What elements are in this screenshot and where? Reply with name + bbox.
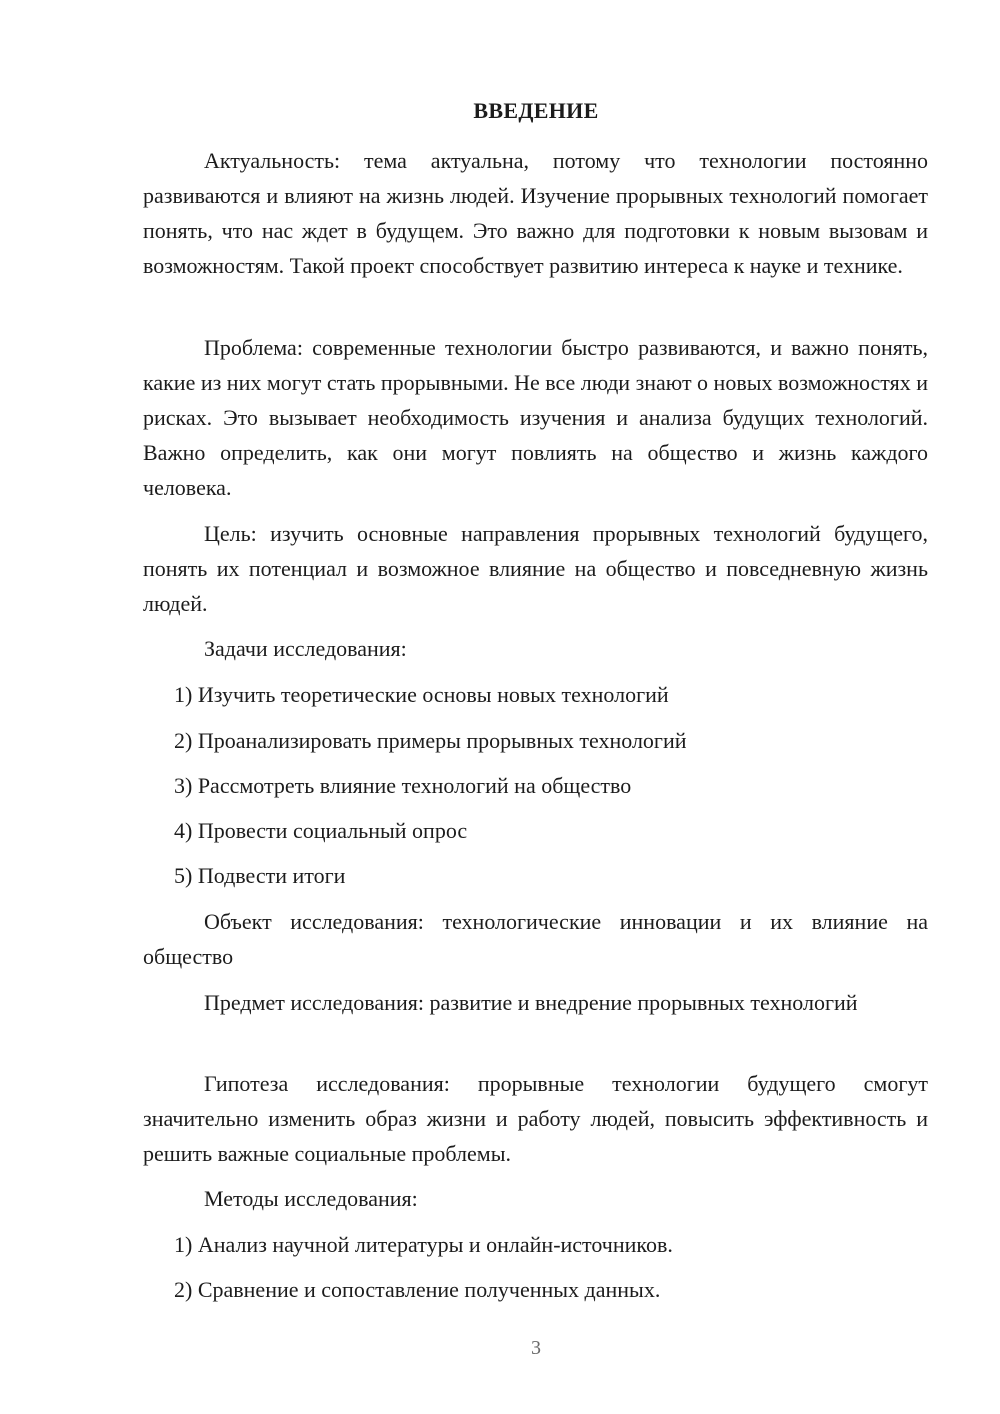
page-number: 3 [531,1337,541,1359]
method-item: 2) Сравнение и сопоставление полученных данных. [174,1277,661,1302]
task-item: 1) Изучить теоретические основы новых технологий [174,682,669,707]
task-item: 5) Подвести итоги [174,863,346,888]
problem-paragraph: Проблема: современные технологии быстро развиваются, и важно понять, какие из них могут стать прорывными. Не все люди знают о новых возможностях и рисках. Это вызывает необходимость изучения и анализа будущих технологий. Важно определить, как они могут повлиять на общество и жизнь каждого человека. [143,335,928,500]
relevance-paragraph: Актуальность: тема актуальна, потому что технологии постоянно развиваются и влияют на жизнь людей. Изучение прорывных технологий помогает понять, что нас ждет в будущем. Это важно для подготовки к новым вызовам и возможностям. Такой проект способствует развитию интереса к науке и технике. [143,148,928,278]
method-item: 1) Анализ научной литературы и онлайн-источников. [174,1232,673,1257]
goal-paragraph: Цель: изучить основные направления прорывных технологий будущего, понять их потенциал и возможное влияние на общество и повседневную жизнь людей. [143,521,928,616]
task-item: 2) Проанализировать примеры прорывных технологий [174,728,687,753]
hypothesis-paragraph: Гипотеза исследования: прорывные технологии будущего смогут значительно изменить образ жизни и работу людей, повысить эффективность и решить важные социальные проблемы. [143,1071,928,1166]
object-paragraph: Объект исследования: технологические инновации и их влияние на общество [143,909,928,969]
subject-paragraph: Предмет исследования: развитие и внедрение прорывных технологий [204,990,858,1015]
task-item: 4) Провести социальный опрос [174,818,468,843]
methods-heading: Методы исследования: [204,1186,418,1211]
tasks-heading: Задачи исследования: [204,636,407,661]
page-title: ВВЕДЕНИЕ [473,98,599,123]
task-item: 3) Рассмотреть влияние технологий на общество [174,773,632,798]
